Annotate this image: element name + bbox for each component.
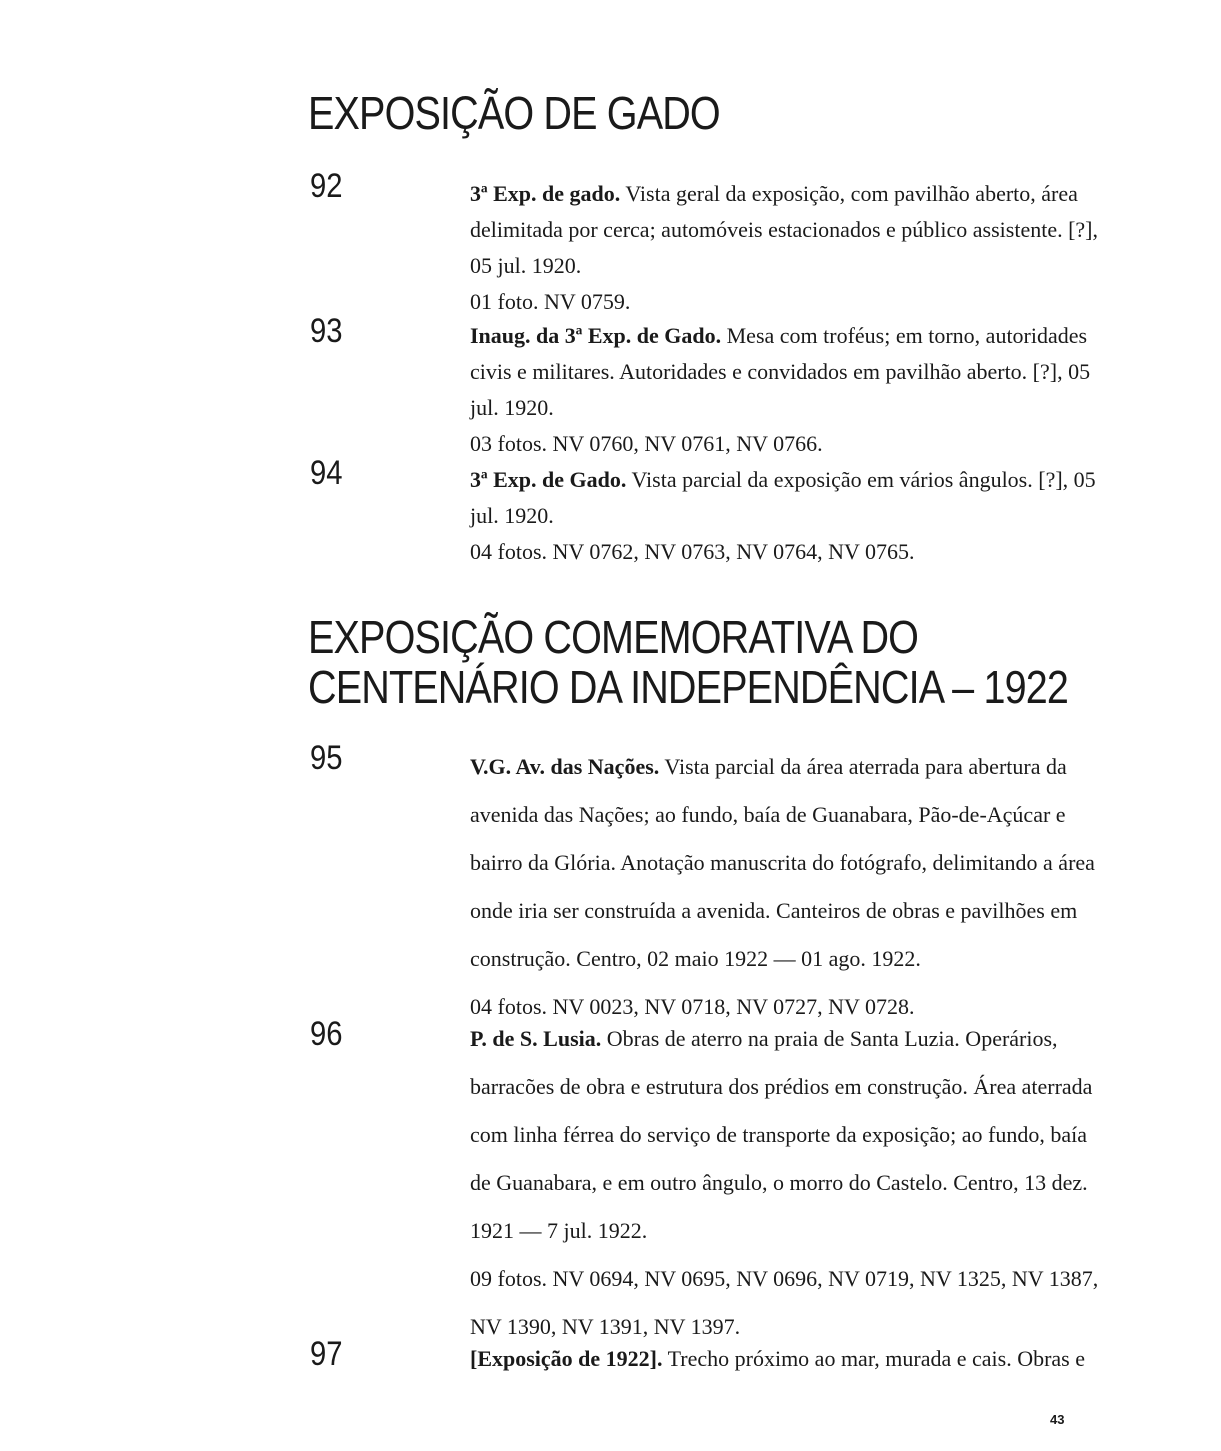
- entry-desc-text: Trecho próximo ao mar, murada e cais. Obras e: [667, 1346, 1086, 1371]
- entry-heading: [Exposição de 1922].: [470, 1346, 663, 1371]
- entry-number-93: 93: [310, 312, 343, 350]
- entry-description: [470, 743, 1110, 983]
- entry-description: [470, 176, 1110, 284]
- entry-desc-text: Vista geral da exposição, com pavilhão aberto, área delimitada por cerca; automóveis estacionados e público assistente. [?], 05 jul. 1920.: [470, 181, 1098, 278]
- entry-95: [470, 743, 1110, 1031]
- entry-heading: 3ª Exp. de gado.: [470, 181, 621, 206]
- entry-description: [470, 318, 1110, 426]
- entry-description: [470, 462, 1110, 534]
- entry-93: [470, 318, 1110, 462]
- entry-97: [470, 1335, 1110, 1383]
- section-title-exposicao-de-gado: [308, 88, 720, 138]
- entry-number-96: 96: [310, 1015, 343, 1053]
- section-title-line: EXPOSIÇÃO DE GADO: [308, 87, 720, 139]
- section-title-line: CENTENÁRIO DA INDEPENDÊNCIA – 1922: [308, 661, 1069, 713]
- entry-94: [470, 462, 1110, 570]
- entry-description: [470, 1335, 1110, 1383]
- entry-heading: Inaug. da 3ª Exp. de Gado.: [470, 323, 722, 348]
- entry-description: [470, 1015, 1110, 1255]
- entry-heading: 3ª Exp. de Gado.: [470, 467, 627, 492]
- entry-number-92: 92: [310, 167, 343, 205]
- entry-number-94: 94: [310, 454, 343, 492]
- entry-number-95: 95: [310, 739, 343, 777]
- entry-desc-text: Obras de aterro na praia de Santa Luzia. Operários, barracões de obra e estrutura dos prédios em construção. Área aterrada com linha férrea do serviço de transporte da exposição; ao fundo, baía de Guanabara, e em outro ângulo, o morro do Castelo. Centro, 13 dez. 1921 — 7 jul. 1922.: [470, 1026, 1093, 1243]
- entry-heading: V.G. Av. das Nações.: [470, 754, 660, 779]
- entry-92: [470, 176, 1110, 320]
- entry-desc-text: Vista parcial da exposição em vários ângulos. [?], 05 jul. 1920.: [470, 467, 1096, 528]
- entry-photos: 03 fotos. NV 0760, NV 0761, NV 0766.: [470, 431, 823, 456]
- entry-photos: 04 fotos. NV 0023, NV 0718, NV 0727, NV 0728.: [470, 994, 915, 1019]
- entry-number-97: 97: [310, 1335, 343, 1373]
- entry-photos: 01 foto. NV 0759.: [470, 289, 631, 314]
- section-title-exposicao-comemorativa: [308, 612, 1068, 712]
- entry-96: [470, 1015, 1110, 1351]
- section-title-line: EXPOSIÇÃO COMEMORATIVA DO: [308, 611, 919, 663]
- entry-photos: 09 fotos. NV 0694, NV 0695, NV 0696, NV 0719, NV 1325, NV 1387, NV 1390, NV 1391, NV 1397.: [470, 1266, 1099, 1339]
- entry-heading: P. de S. Lusia.: [470, 1026, 602, 1051]
- entry-desc-text: Mesa com troféus; em torno, autoridades civis e militares. Autoridades e convidados em pavilhão aberto. [?], 05 jul. 1920.: [470, 323, 1091, 420]
- page-number: 43: [1050, 1412, 1065, 1427]
- entry-photos: 04 fotos. NV 0762, NV 0763, NV 0764, NV 0765.: [470, 539, 915, 564]
- entry-desc-text: Vista parcial da área aterrada para abertura da avenida das Nações; ao fundo, baía de Guanabara, Pão-de-Açúcar e bairro da Glória. Anotação manuscrita do fotógrafo, delimitando a área onde iria ser construída a avenida. Canteiros de obras e pavilhões em construção. Centro, 02 maio 1922 — 01 ago. 1922.: [470, 754, 1095, 971]
